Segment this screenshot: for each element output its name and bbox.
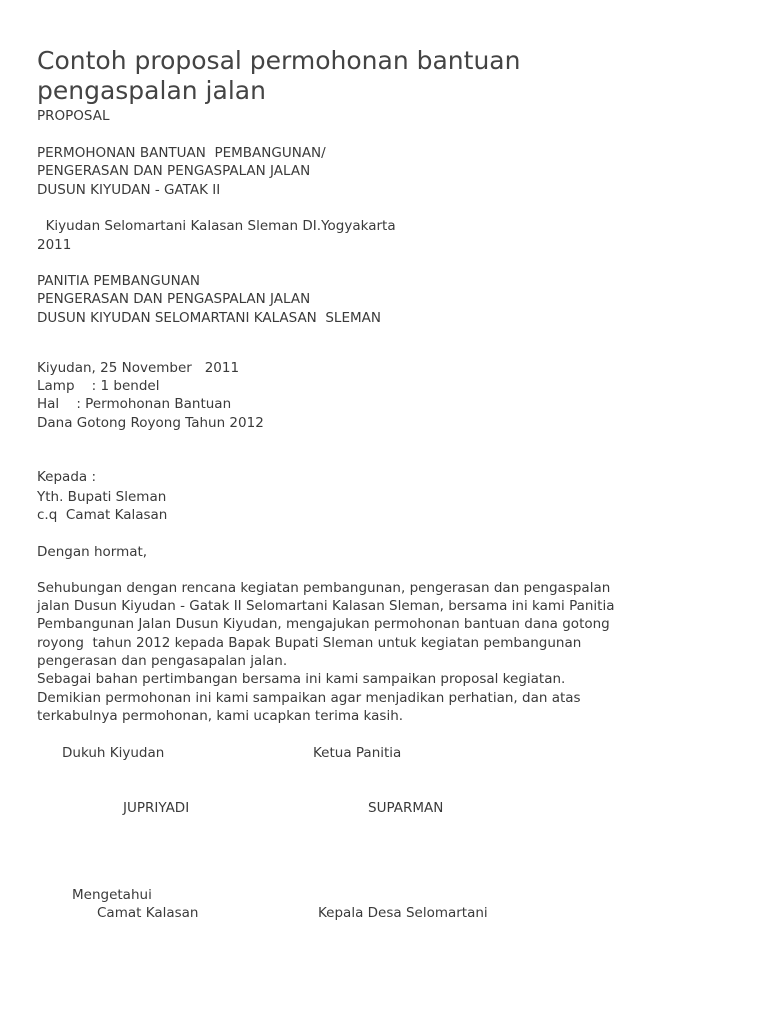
greeting: Dengan hormat,: [37, 544, 148, 560]
proposal-heading: PROPOSAL: [37, 108, 110, 124]
year-line: 2011: [37, 237, 72, 253]
body-line-2: jalan Dusun Kiyudan - Gatak II Selomartani Kalasan Sleman, bersama ini kami Panitia: [37, 598, 615, 614]
signature-bottom-left-role: Camat Kalasan: [97, 905, 199, 921]
recipient-name: Yth. Bupati Sleman: [37, 489, 167, 505]
recipient-cq: c.q Camat Kalasan: [37, 507, 168, 523]
signature-bottom-right-role: Kepala Desa Selomartani: [318, 905, 488, 921]
committee-line-2: PENGERASAN DAN PENGASPALAN JALAN: [37, 291, 311, 307]
title-line-1: Contoh proposal permohonan bantuan: [37, 46, 521, 75]
date-line: Kiyudan, 25 November 2011: [37, 360, 240, 376]
hal-line: Hal : Permohonan Bantuan: [37, 396, 232, 412]
body-line-3: Pembangunan Jalan Dusun Kiyudan, mengajukan permohonan bantuan dana gotong: [37, 616, 610, 632]
body-line-8: terkabulnya permohonan, kami ucapkan terima kasih.: [37, 708, 404, 724]
subject-line-1: PERMOHONAN BANTUAN PEMBANGUNAN/: [37, 145, 326, 161]
document-title: [37, 46, 717, 106]
hal-continuation: Dana Gotong Royong Tahun 2012: [37, 415, 264, 431]
signature-right-role: Ketua Panitia: [313, 745, 402, 761]
signature-left-role: Dukuh Kiyudan: [62, 745, 165, 761]
location-line: Kiyudan Selomartani Kalasan Sleman DI.Yogyakarta: [37, 218, 396, 234]
committee-line-3: DUSUN KIYUDAN SELOMARTANI KALASAN SLEMAN: [37, 310, 381, 326]
lamp-line: Lamp : 1 bendel: [37, 378, 160, 394]
body-line-6: Sebagai bahan pertimbangan bersama ini kami sampaikan proposal kegiatan.: [37, 671, 566, 687]
title-line-2: pengaspalan jalan: [37, 76, 266, 105]
body-line-5: pengerasan dan pengasapalan jalan.: [37, 653, 288, 669]
body-line-7: Demikian permohonan ini kami sampaikan agar menjadikan perhatian, dan atas: [37, 690, 581, 706]
recipient-label: Kepada :: [37, 469, 97, 485]
signature-left-name: JUPRIYADI: [123, 800, 190, 816]
subject-line-3: DUSUN KIYUDAN - GATAK II: [37, 182, 221, 198]
body-line-4: royong tahun 2012 kepada Bapak Bupati Sleman untuk kegiatan pembangunan: [37, 635, 582, 651]
committee-line-1: PANITIA PEMBANGUNAN: [37, 273, 201, 289]
signature-right-name: SUPARMAN: [368, 800, 444, 816]
acknowledge-label: Mengetahui: [72, 887, 152, 903]
subject-line-2: PENGERASAN DAN PENGASPALAN JALAN: [37, 163, 311, 179]
body-line-1: Sehubungan dengan rencana kegiatan pembangunan, pengerasan dan pengaspalan: [37, 580, 611, 596]
